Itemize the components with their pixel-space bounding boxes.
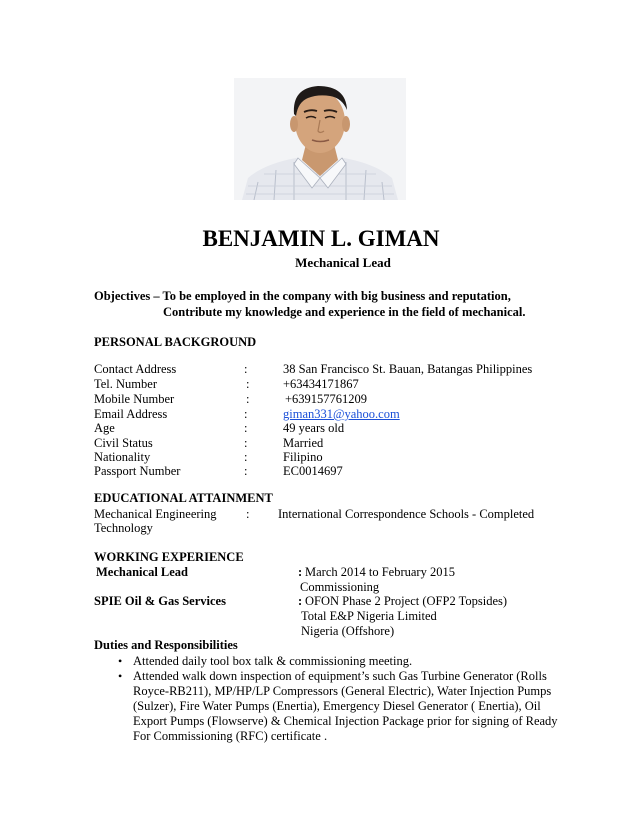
profile-photo <box>234 78 406 200</box>
duty-item-2-line-3: (Sulzer), Fire Water Pumps (Enertia), Emergency Diesel Generator ( Enertia), Oil <box>133 699 541 713</box>
tel-number-colon: : <box>246 377 250 391</box>
duty-item-2-line-1: Attended walk down inspection of equipment’s such Gas Turbine Generator (Rolls <box>133 669 547 683</box>
duties-heading: Duties and Responsibilities <box>94 638 238 652</box>
position-colon: : <box>298 565 303 579</box>
candidate-name: BENJAMIN L. GIMAN <box>202 226 440 251</box>
employment-role: Commissioning <box>300 580 380 594</box>
mobile-number-value: +639157761209 <box>285 392 368 406</box>
duty-item-1: Attended daily tool box talk & commissioning meeting. <box>133 654 413 668</box>
age-value: 49 years old <box>283 421 345 435</box>
objectives-line-2: Contribute my knowledge and experience in the field of mechanical. <box>163 305 526 319</box>
company-name: SPIE Oil & Gas Services <box>94 594 226 608</box>
project-location: Nigeria (Offshore) <box>301 624 395 638</box>
working-experience-heading: WORKING EXPERIENCE <box>94 550 244 564</box>
mobile-number-colon: : <box>246 392 250 406</box>
civil-status-label: Civil Status <box>94 436 153 450</box>
age-colon: : <box>244 421 248 435</box>
job-title: Mechanical Lead <box>295 255 391 270</box>
tel-number-label: Tel. Number <box>94 377 157 391</box>
person-photo-icon <box>234 78 406 200</box>
civil-status-value: Married <box>283 436 324 450</box>
bullet-icon: • <box>118 654 123 668</box>
education-school-value: International Correspondence Schools - Completed <box>278 507 535 521</box>
age-label: Age <box>94 421 115 435</box>
education-degree-label-continued: Technology <box>94 521 153 535</box>
client-name: Total E&P Nigeria Limited <box>301 609 437 623</box>
tel-number-value: +63434171867 <box>283 377 359 391</box>
civil-status-colon: : <box>244 436 248 450</box>
education-degree-label: Mechanical Engineering <box>94 507 217 521</box>
passport-number-colon: : <box>244 464 248 478</box>
passport-number-value: EC0014697 <box>283 464 343 478</box>
passport-number-label: Passport Number <box>94 464 181 478</box>
employment-dates: March 2014 to February 2015 <box>305 565 455 579</box>
email-address-label: Email Address <box>94 407 168 421</box>
email-address-colon: : <box>244 407 248 421</box>
educational-attainment-heading: EDUCATIONAL ATTAINMENT <box>94 491 273 505</box>
objectives-line-1: Objectives – To be employed in the company with big business and reputation, <box>94 289 511 303</box>
mobile-number-label: Mobile Number <box>94 392 175 406</box>
duty-item-2-line-5: For Commissioning (RFC) certificate . <box>133 729 328 743</box>
contact-address-label: Contact Address <box>94 362 177 376</box>
contact-address-value: 38 San Francisco St. Bauan, Batangas Philippines <box>283 362 533 376</box>
nationality-label: Nationality <box>94 450 151 464</box>
project-name: OFON Phase 2 Project (OFP2 Topsides) <box>305 594 508 608</box>
personal-background-heading: PERSONAL BACKGROUND <box>94 335 257 349</box>
duty-item-2-line-4: Export Pumps (Flowserve) & Chemical Injection Package prior for signing of Ready <box>133 714 558 728</box>
bullet-icon: • <box>118 669 123 683</box>
contact-address-colon: : <box>244 362 248 376</box>
position-title: Mechanical Lead <box>96 565 189 579</box>
nationality-colon: : <box>244 450 248 464</box>
education-colon: : <box>246 507 250 521</box>
email-address-link[interactable]: giman331@yahoo.com <box>283 407 400 421</box>
nationality-value: Filipino <box>283 450 323 464</box>
duty-item-2-line-2: Royce-RB211), MP/HP/LP Compressors (General Electric), Water Injection Pumps <box>133 684 552 698</box>
company-colon: : <box>298 594 303 608</box>
